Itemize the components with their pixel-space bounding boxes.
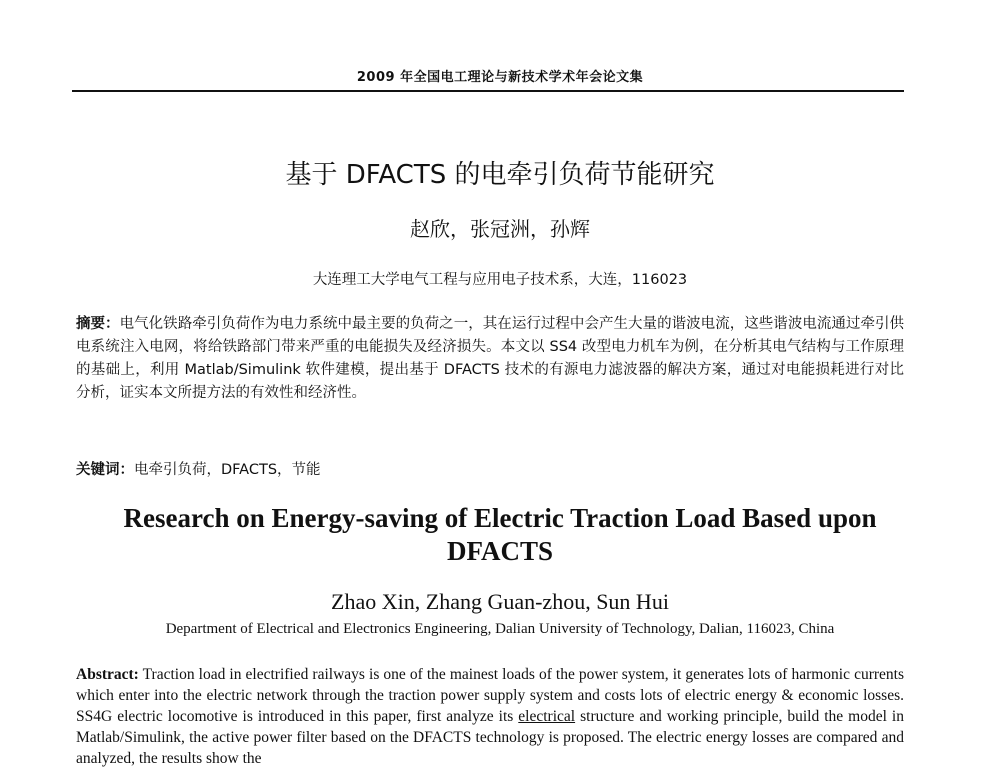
english-abstract [76, 664, 904, 769]
chinese-keywords [76, 458, 904, 479]
chinese-keywords-label: 关键词： [76, 462, 134, 478]
header-rule [72, 90, 904, 92]
chinese-abstract [76, 313, 904, 405]
chinese-keywords-text: 电牵引负荷，DFACTS，节能 [134, 462, 321, 478]
english-title: Research on Energy-saving of Electric Traction Load Based upon DFACTS [123, 503, 877, 566]
english-abstract-text-1: Traction load in electrified railways is one of the mainest loads of the power system, it generates lots of harmonic currents which enter into the electric network through the traction power supply system and costs lots of electric energy & economic losses. SS4G electric locomotive is introduced in this paper, first analyze its [76, 666, 904, 725]
english-authors: Zhao Xin, Zhang Guan-zhou, Sun Hui [331, 589, 669, 614]
english-abstract-underlined-word: electrical [518, 708, 576, 725]
chinese-abstract-text: 电气化铁路牵引负荷作为电力系统中最主要的负荷之一，其在运行过程中会产生大量的谐波电流，这些谐波电流通过牵引供电系统注入电网，将给铁路部门带来严重的电能损失及经济损失。本文以 SS4 改型电力机车为例，在分析其电气结构与工作原理的基础上，利用 Matlab/Simulink 软件建模，提出基于 DFACTS 技术的有源电力滤波器的解决方案，通过对电能损耗进行对比分析，证实本文所提方法的有效性和经济性。 [76, 316, 905, 401]
chinese-title: 基于 DFACTS 的电牵引负荷节能研究 [285, 160, 715, 190]
running-header: 2009 年全国电工理论与新技术学术年会论文集 [356, 70, 644, 85]
chinese-abstract-label: 摘要： [76, 316, 120, 332]
english-abstract-text-2: structure and working principle, build the model in Matlab/Simulink, the active power filter based on the DFACTS technology is proposed. The electric energy losses are compared and analyzed, the results show the [76, 708, 904, 767]
english-abstract-label: Abstract: [76, 666, 139, 683]
chinese-authors: 赵欣，张冠洲，孙辉 [410, 217, 590, 241]
english-affiliation: Department of Electrical and Electronics Engineering, Dalian University of Technology, Dalian, 116023, China [165, 621, 835, 637]
chinese-affiliation: 大连理工大学电气工程与应用电子技术系，大连，116023 [312, 272, 688, 288]
